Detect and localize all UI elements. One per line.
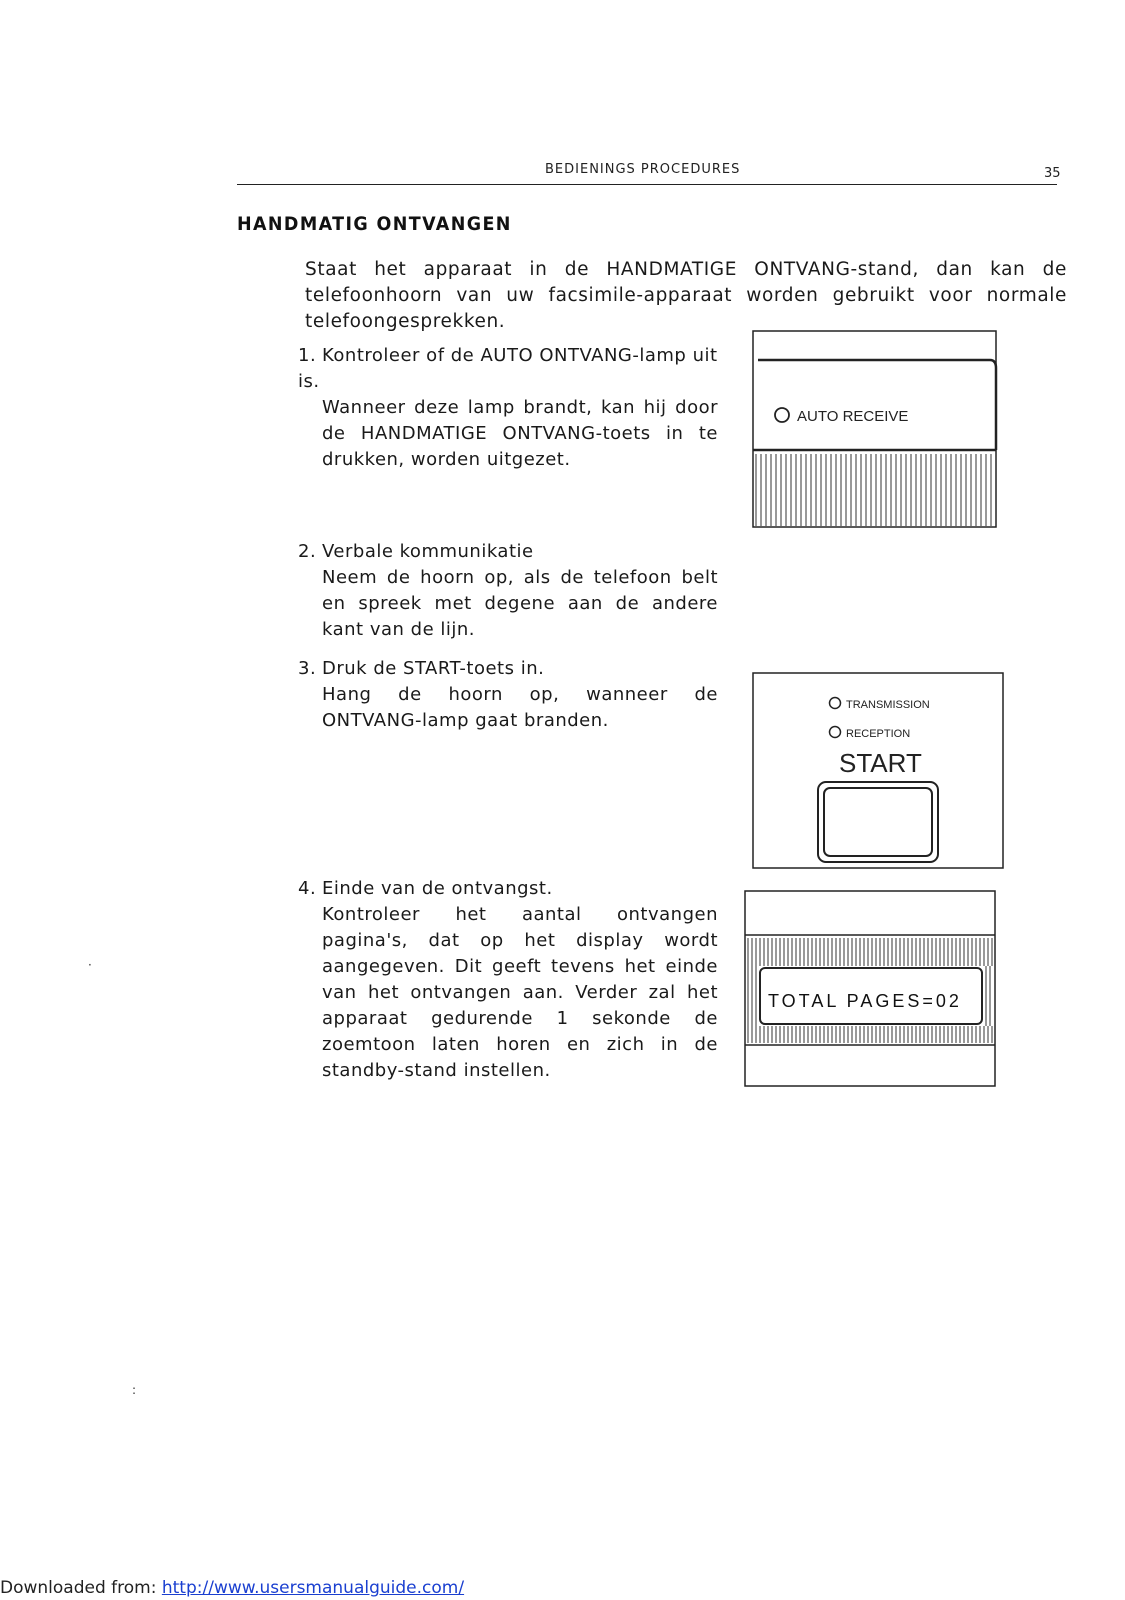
- step-number: 2.: [298, 541, 317, 562]
- step-title: Kontroleer of de AUTO ONTVANG-lamp uit is.: [298, 345, 718, 392]
- download-footer: [0, 1578, 464, 1598]
- step-text: Kontroleer het aantal ontvangen pagina's, dat op het display wordt aangegeven. Dit geeft tevens het einde van het ontvangen aan. Verder zal het apparaat gedurende 1 sekonde de zoemtoon laten horen en zich in de standby-stand instellen.: [322, 904, 718, 1081]
- auto-receive-figure: [752, 330, 1007, 535]
- running-header-title: BEDIENINGS PROCEDURES: [545, 162, 741, 177]
- transmission-lamp-icon: [830, 698, 841, 709]
- start-label: START: [839, 748, 922, 778]
- footer-prefix: Downloaded from:: [0, 1578, 162, 1598]
- reception-lamp-icon: [830, 727, 841, 738]
- intro-paragraph: Staat het apparaat in de HANDMATIGE ONTVANG-stand, dan kan de telefoonhoorn van uw facsimile-apparaat worden gebruikt voor normale telefoongesprekken.: [305, 259, 1067, 332]
- panel-top-edge: [758, 360, 996, 450]
- step-text: Wanneer deze lamp brandt, kan hij door de HANDMATIGE ONTVANG-toets in te drukken, worden uitgezet.: [322, 397, 718, 470]
- step-text: Neem de hoorn op, als de telefoon belt en spreek met degene aan de andere kant van de lijn.: [322, 567, 718, 640]
- page-number: 35: [1044, 166, 1061, 181]
- stray-mark: ·: [88, 958, 92, 972]
- auto-receive-label: AUTO RECEIVE: [797, 408, 909, 425]
- step-1: [298, 343, 718, 473]
- footer-link[interactable]: http://www.usersmanualguide.com/: [161, 1578, 465, 1598]
- step-number: 3.: [298, 658, 317, 679]
- start-button-inner: [824, 788, 932, 856]
- step-2: [298, 539, 718, 643]
- start-button-outer: [818, 782, 938, 862]
- reception-label: RECEPTION: [846, 728, 911, 740]
- step-number: 4.: [298, 878, 317, 899]
- display-figure: [744, 890, 1004, 1090]
- step-title: Einde van de ontvangst.: [322, 878, 553, 899]
- step-3: [298, 656, 718, 734]
- keypad-hatching: [756, 454, 991, 526]
- step-4: [298, 876, 718, 1084]
- transmission-label: TRANSMISSION: [846, 699, 930, 711]
- auto-receive-lamp-icon: [775, 408, 789, 422]
- step-title: Verbale kommunikatie: [322, 541, 534, 562]
- step-number: 1.: [298, 345, 317, 366]
- step-title: Druk de START-toets in.: [322, 658, 545, 679]
- start-figure: [752, 672, 1007, 872]
- header-rule: [237, 184, 1057, 185]
- stray-mark: :: [132, 1383, 137, 1397]
- step-text: Hang de hoorn op, wanneer de ONTVANG-lamp gaat branden.: [322, 684, 718, 731]
- section-title: HANDMATIG ONTVANGEN: [237, 213, 512, 235]
- lcd-display-text: TOTAL PAGES=02: [768, 991, 962, 1011]
